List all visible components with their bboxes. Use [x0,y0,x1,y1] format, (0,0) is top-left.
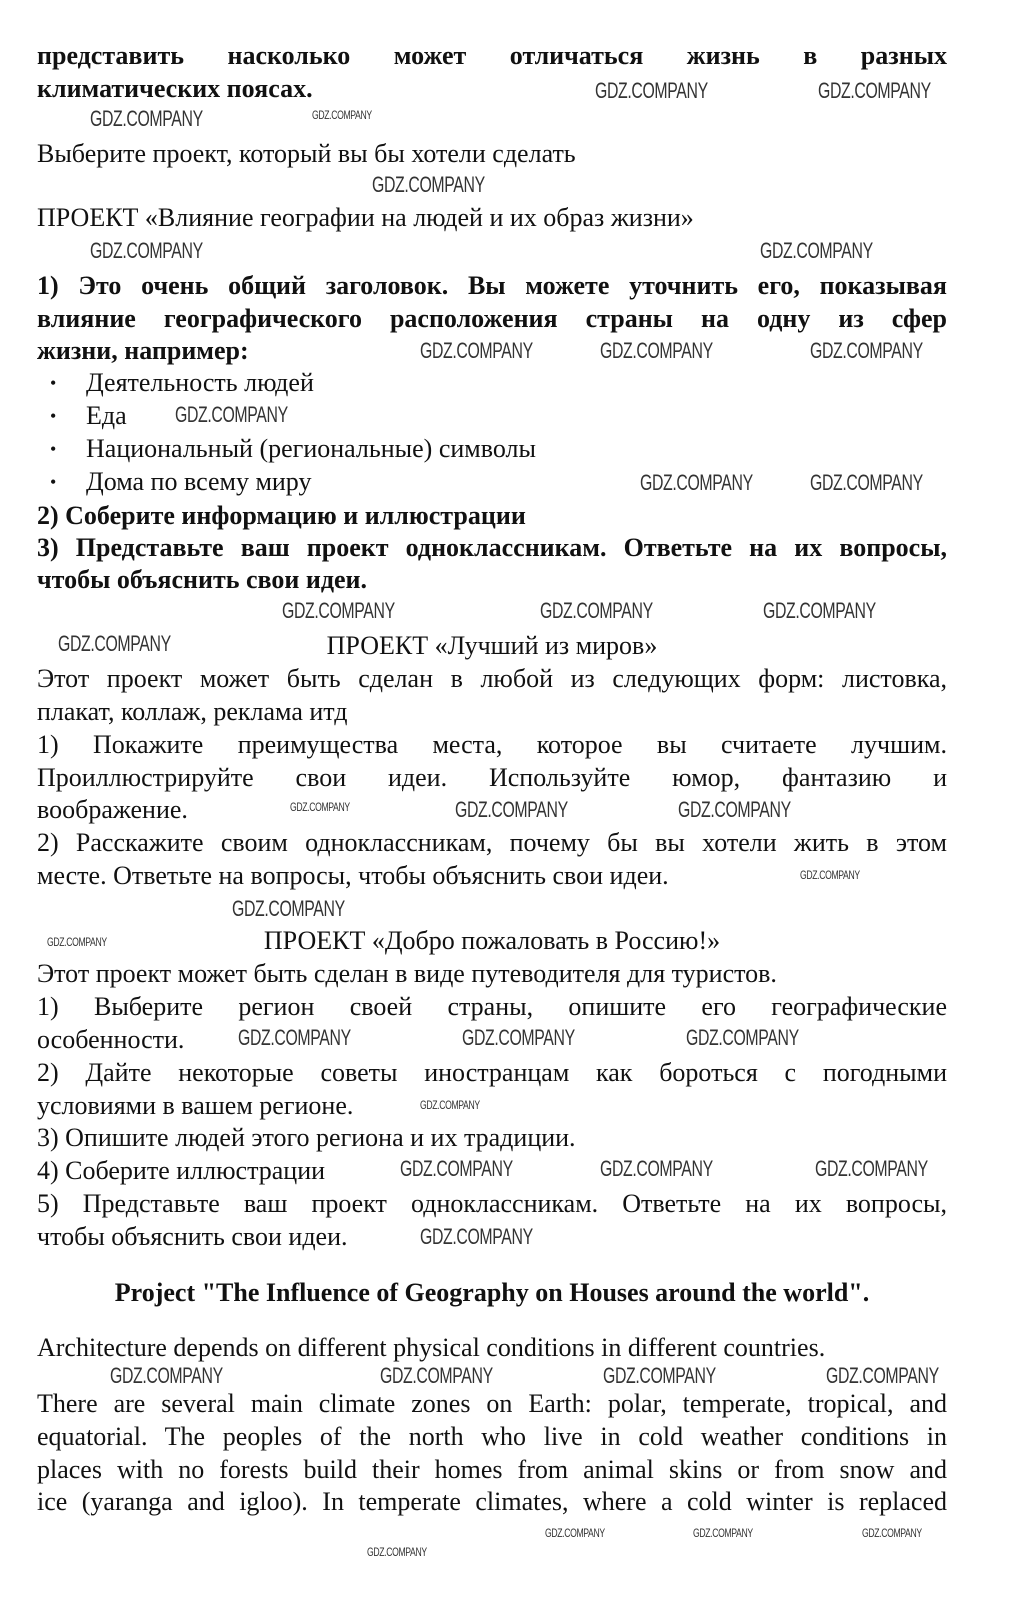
watermark: GDZ.COMPANY [110,1363,223,1388]
text-line: климатических поясах. [37,74,313,103]
watermark: GDZ.COMPANY [455,797,568,822]
text-line: 3) Опишите людей этого региона и их традиции. [37,1123,576,1152]
text-line: чтобы объяснить свои идеи. [37,565,368,594]
project-title: ПРОЕКТ «Добро пожаловать в Россию!» [263,926,721,955]
text-line: 2) Расскажите своим одноклассникам, почему бы вы хотели жить в этом [37,828,947,857]
text-line: влияние географического расположения страны на одну из сфер [37,304,947,333]
watermark: GDZ.COMPANY [400,1156,513,1181]
watermark: GDZ.COMPANY [282,598,395,623]
text-line: представить насколько может отличаться жизнь в разных [37,41,947,70]
watermark: GDZ.COMPANY [462,1025,575,1050]
text-line: чтобы объяснить свои идеи. [37,1222,348,1251]
text-line: Этот проект может быть сделан в виде путеводителя для туристов. [37,959,777,988]
watermark: GDZ.COMPANY [763,598,876,623]
watermark: GDZ.COMPANY [420,1224,533,1249]
watermark: GDZ.COMPANY [600,1156,713,1181]
list-item: • Национальный (региональные) символы [50,433,536,465]
watermark: GDZ.COMPANY [372,172,485,197]
watermark: GDZ.COMPANY [290,800,350,814]
text-line: Этот проект может быть сделан в любой из следующих форм: листовка, [37,664,947,693]
watermark: GDZ.COMPANY [600,338,713,363]
text-line: условиями в вашем регионе. [37,1091,354,1120]
text-line: 2) Соберите информацию и иллюстрации [37,501,526,530]
project-title: ПРОЕКТ «Лучший из миров» [326,631,658,660]
text-line: плакат, коллаж, реклама итд [37,697,348,726]
watermark: GDZ.COMPANY [800,868,860,882]
text-line: ice (yaranga and igloo). In temperate climates, where a cold winter is replaced [37,1487,947,1516]
list-item: • Дома по всему миру [50,466,311,498]
watermark: GDZ.COMPANY [545,1526,605,1540]
watermark: GDZ.COMPANY [818,78,931,103]
list-item: • Деятельность людей [50,367,314,399]
watermark: GDZ.COMPANY [232,896,345,921]
watermark: GDZ.COMPANY [90,106,203,131]
watermark: GDZ.COMPANY [90,238,203,263]
watermark: GDZ.COMPANY [58,631,171,656]
watermark: GDZ.COMPANY [603,1363,716,1388]
project-title: ПРОЕКТ «Влияние географии на людей и их образ жизни» [37,203,694,232]
watermark: GDZ.COMPANY [47,935,107,949]
watermark: GDZ.COMPANY [367,1545,427,1559]
watermark: GDZ.COMPANY [826,1363,939,1388]
watermark: GDZ.COMPANY [640,470,753,495]
text-line: places with no forests build their homes from animal skins or from snow and [37,1455,947,1484]
text-line: Выберите проект, который вы бы хотели сделать [37,139,576,168]
list-item: • Еда [50,400,127,432]
text-line: воображение. [37,795,188,824]
text-line: equatorial. The peoples of the north who live in cold weather conditions in [37,1422,947,1451]
text-line: Проиллюстрируйте свои идеи. Используйте юмор, фантазию и [37,763,947,792]
watermark: GDZ.COMPANY [595,78,708,103]
text-line: 1) Покажите преимущества места, которое вы считаете лучшим. [37,730,947,759]
text-line: 4) Соберите иллюстрации [37,1156,326,1185]
text-line: 5) Представьте ваш проект одноклассникам. Ответьте на их вопросы, [37,1189,947,1218]
text-line: Architecture depends on different physical conditions in different countries. [37,1333,826,1362]
watermark: GDZ.COMPANY [686,1025,799,1050]
text-line: 2) Дайте некоторые советы иностранцам как бороться с погодными [37,1058,947,1087]
text-line: There are several main climate zones on Earth: polar, temperate, tropical, and [37,1389,947,1418]
watermark: GDZ.COMPANY [420,1098,480,1112]
watermark: GDZ.COMPANY [693,1526,753,1540]
text-line: 3) Представьте ваш проект одноклассникам. Ответьте на их вопросы, [37,533,947,562]
english-title: Project "The Influence of Geography on Houses around the world". [114,1278,870,1307]
text-line: месте. Ответьте на вопросы, чтобы объяснить свои идеи. [37,861,669,890]
watermark: GDZ.COMPANY [420,338,533,363]
watermark: GDZ.COMPANY [238,1025,351,1050]
watermark: GDZ.COMPANY [810,470,923,495]
text-line: особенности. [37,1025,185,1054]
watermark: GDZ.COMPANY [815,1156,928,1181]
watermark: GDZ.COMPANY [312,108,372,122]
text-line: 1) Это очень общий заголовок. Вы можете уточнить его, показывая [37,271,947,300]
watermark: GDZ.COMPANY [862,1526,922,1540]
text-line: жизни, например: [37,336,249,365]
watermark: GDZ.COMPANY [810,338,923,363]
watermark: GDZ.COMPANY [678,797,791,822]
watermark: GDZ.COMPANY [175,402,288,427]
watermark: GDZ.COMPANY [760,238,873,263]
watermark: GDZ.COMPANY [540,598,653,623]
watermark: GDZ.COMPANY [380,1363,493,1388]
text-line: 1) Выберите регион своей страны, опишите его географические [37,992,947,1021]
